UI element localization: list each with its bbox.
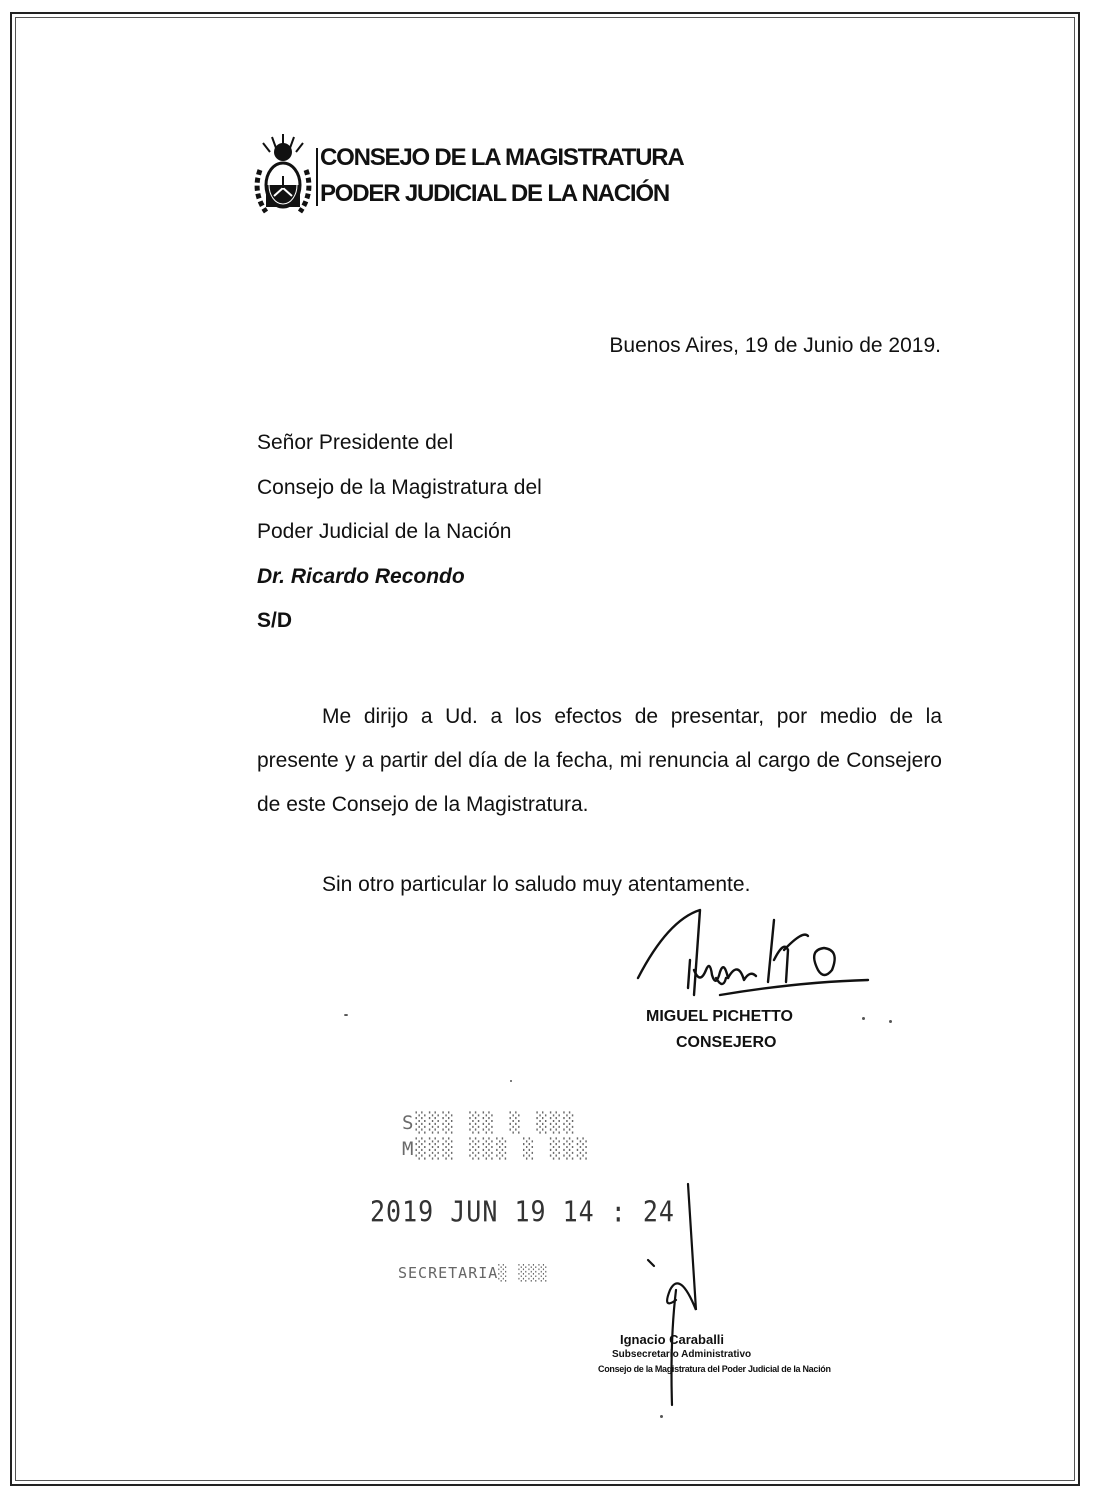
- handwritten-signature-icon: [628, 900, 878, 1010]
- closing-line: Sin otro particular lo saludo muy atentamente.: [322, 873, 751, 896]
- stamp-line-2: M░░░ ░░░ ░ ░░░: [402, 1138, 591, 1160]
- stamp-datetime: 2019 JUN 19 14 : 24: [370, 1194, 675, 1229]
- stamp-line-4: SECRETARIA░ ░░░: [398, 1264, 549, 1282]
- addressee-line-1: Señor Presidente del: [257, 431, 454, 454]
- receiver-name: Ignacio Caraballi: [620, 1332, 725, 1347]
- scan-speck: [344, 1014, 348, 1016]
- scan-speck: [862, 1017, 865, 1020]
- scan-speck: [660, 1415, 663, 1418]
- letter-body: Me dirijo a Ud. a los efectos de presentar, por medio de la presente y a partir del día de la fecha, mi renuncia al cargo de Consejero de este Consejo de la Magistratura.: [257, 705, 942, 816]
- addressee-line-2: Consejo de la Magistratura del: [257, 476, 542, 499]
- signatory-name: MIGUEL PICHETTO: [646, 1008, 793, 1025]
- addressee-sd: S/D: [257, 609, 293, 632]
- scan-speck: [889, 1020, 892, 1023]
- coat-of-arms-icon: [250, 130, 316, 220]
- scan-speck: [510, 1080, 512, 1082]
- addressee-line-3: Poder Judicial de la Nación: [257, 520, 512, 543]
- letterhead-title: CONSEJO DE LA MAGISTRATURA: [320, 144, 684, 171]
- letterhead-subtitle: PODER JUDICIAL DE LA NACIÓN: [320, 180, 669, 207]
- initial-mark-icon: [640, 1180, 720, 1410]
- receiver-organization: Consejo de la Magistratura del Poder Judicial de la Nación: [598, 1364, 831, 1374]
- date-line: Buenos Aires, 19 de Junio de 2019.: [609, 334, 941, 357]
- addressee-name: Dr. Ricardo Recondo: [257, 565, 465, 588]
- stamp-line-1: S░░░ ░░ ░ ░░░: [402, 1112, 577, 1134]
- signatory-role: CONSEJERO: [676, 1034, 777, 1051]
- receiver-role: Subsecretario Administrativo: [612, 1349, 752, 1360]
- letterhead-divider: [316, 148, 318, 206]
